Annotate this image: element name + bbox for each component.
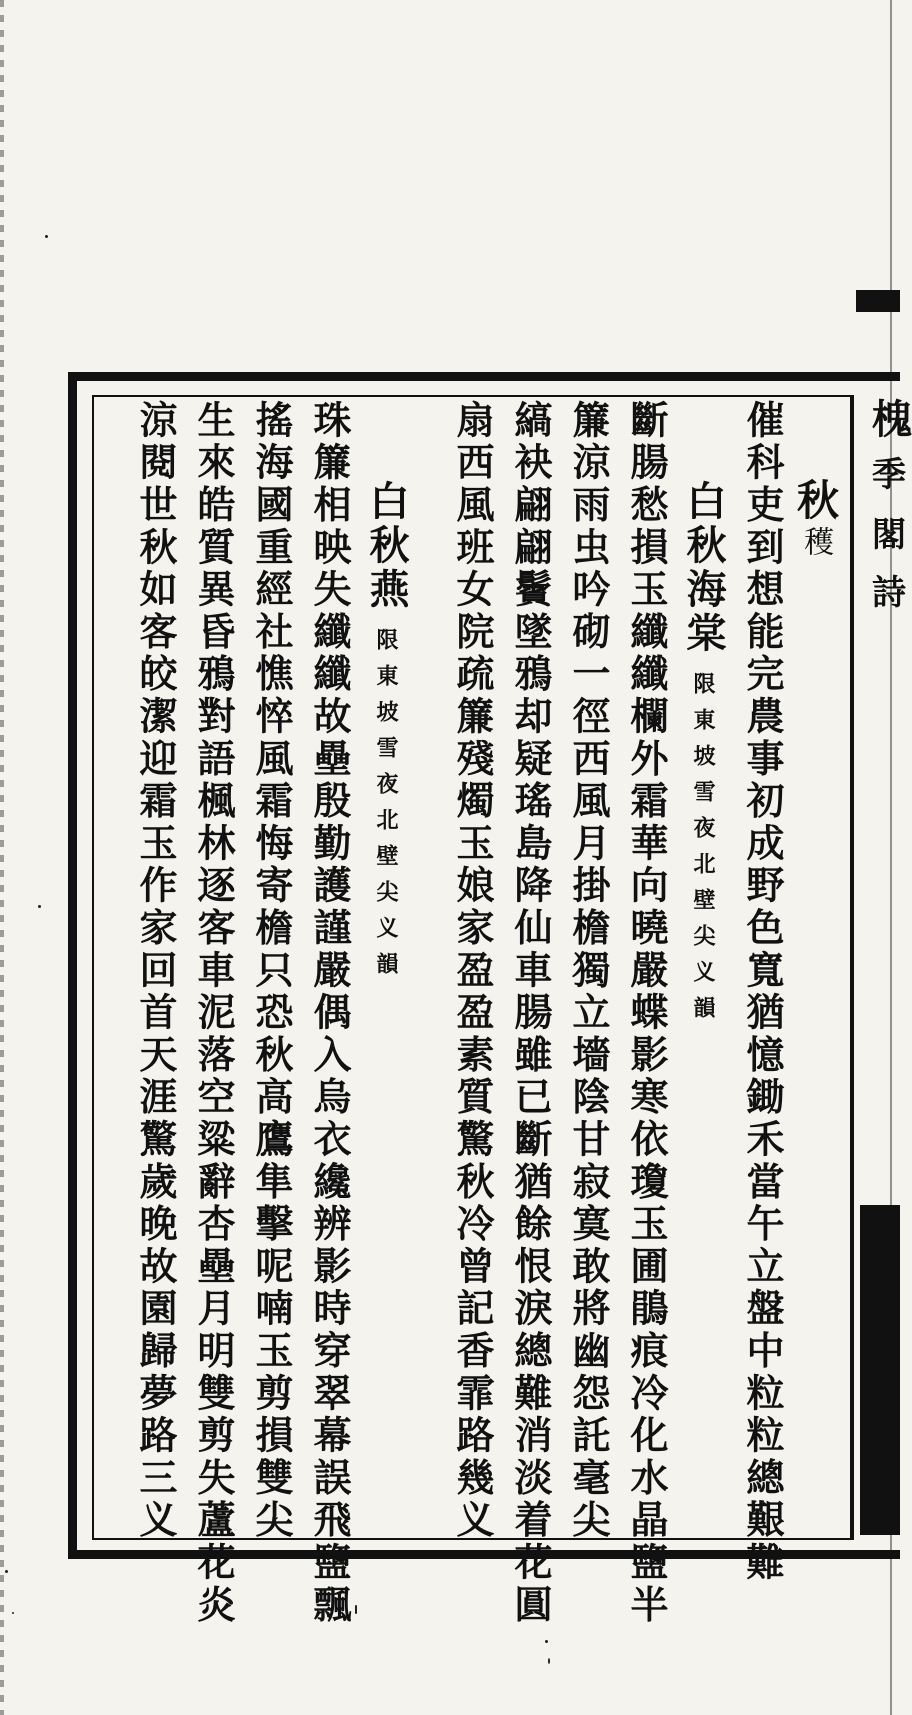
book-title-char-4: 詩 — [872, 573, 906, 613]
poem-line: 斷腸愁損玉纖纖欄外霜華向曉嚴蝶影寒依瓊玉圃鵑痕冷化水晶鹽半 — [624, 400, 669, 1627]
heading-text: 白秋海棠 — [680, 480, 727, 656]
poem-line: 簾涼雨虫吟砌一徑西風月掛檐獨立墻陰甘寂寞敢將幽怨託毫尖 — [566, 400, 611, 1543]
rhyme-note: 限東坡雪夜北壁尖义韻 — [690, 672, 716, 1032]
heading-text: 秋 — [791, 478, 840, 526]
scan-speck — [548, 1658, 550, 1664]
book-title-char-3: 閣 — [872, 515, 906, 555]
poem-line: 縞袂翩翩鬢墜鴉却疑瑤島降仙車腸雖已斷猶餘恨淚總難消淡着花圓 — [508, 400, 553, 1627]
poem-line: 催科吏到想能完農事初成野色寬猶憶鋤禾當午立盤中粒粒總艱難 — [740, 400, 785, 1585]
poem-line: 扇西風班女院疏簾殘燭玉娘家盈盈素質驚秋冷曾記香霏路幾义 — [450, 400, 495, 1543]
page-edge-shadow — [0, 0, 4, 1715]
title-black-bar — [860, 1205, 900, 1535]
book-title-char-2: 季 — [872, 455, 906, 495]
section-heading-qiu-huo — [791, 478, 840, 558]
section-heading-bai-qiu-yan — [363, 480, 410, 988]
title-column-divider — [852, 395, 854, 1540]
book-title-char: 槐 — [872, 396, 912, 443]
rhyme-note: 限東坡雪夜北壁尖义韻 — [373, 628, 399, 988]
scan-speck — [12, 1612, 14, 1614]
scan-speck — [45, 235, 48, 238]
section-heading-bai-qiu-haitang — [680, 480, 727, 1032]
scan-speck — [38, 905, 41, 908]
heading-note: 穫 — [798, 526, 833, 558]
scan-speck — [5, 1570, 8, 1573]
scan-speck — [355, 1605, 357, 1614]
poem-line: 生來皓質異昏鴉對語楓林逐客車泥落空粱辭杏壘月明雙剪失蘆花炎 — [191, 400, 236, 1627]
heading-text: 白秋燕 — [363, 480, 410, 612]
poem-line: 珠簾相映失纖纖故壘殷勤護謹嚴偶入烏衣纔辨影時穿翠幕誤飛鹽飄 — [307, 400, 352, 1627]
poem-line: 搖海國重經社憔悴風霜悔寄檐只恐秋高鷹隼擊呢喃玉剪損雙尖 — [249, 400, 294, 1543]
scan-speck — [545, 1640, 548, 1643]
title-black-bar — [856, 290, 900, 312]
poem-line: 涼閱世秋如客皎潔迎霜玉作家回首天涯驚歲晚故園歸夢路三义 — [133, 400, 178, 1543]
